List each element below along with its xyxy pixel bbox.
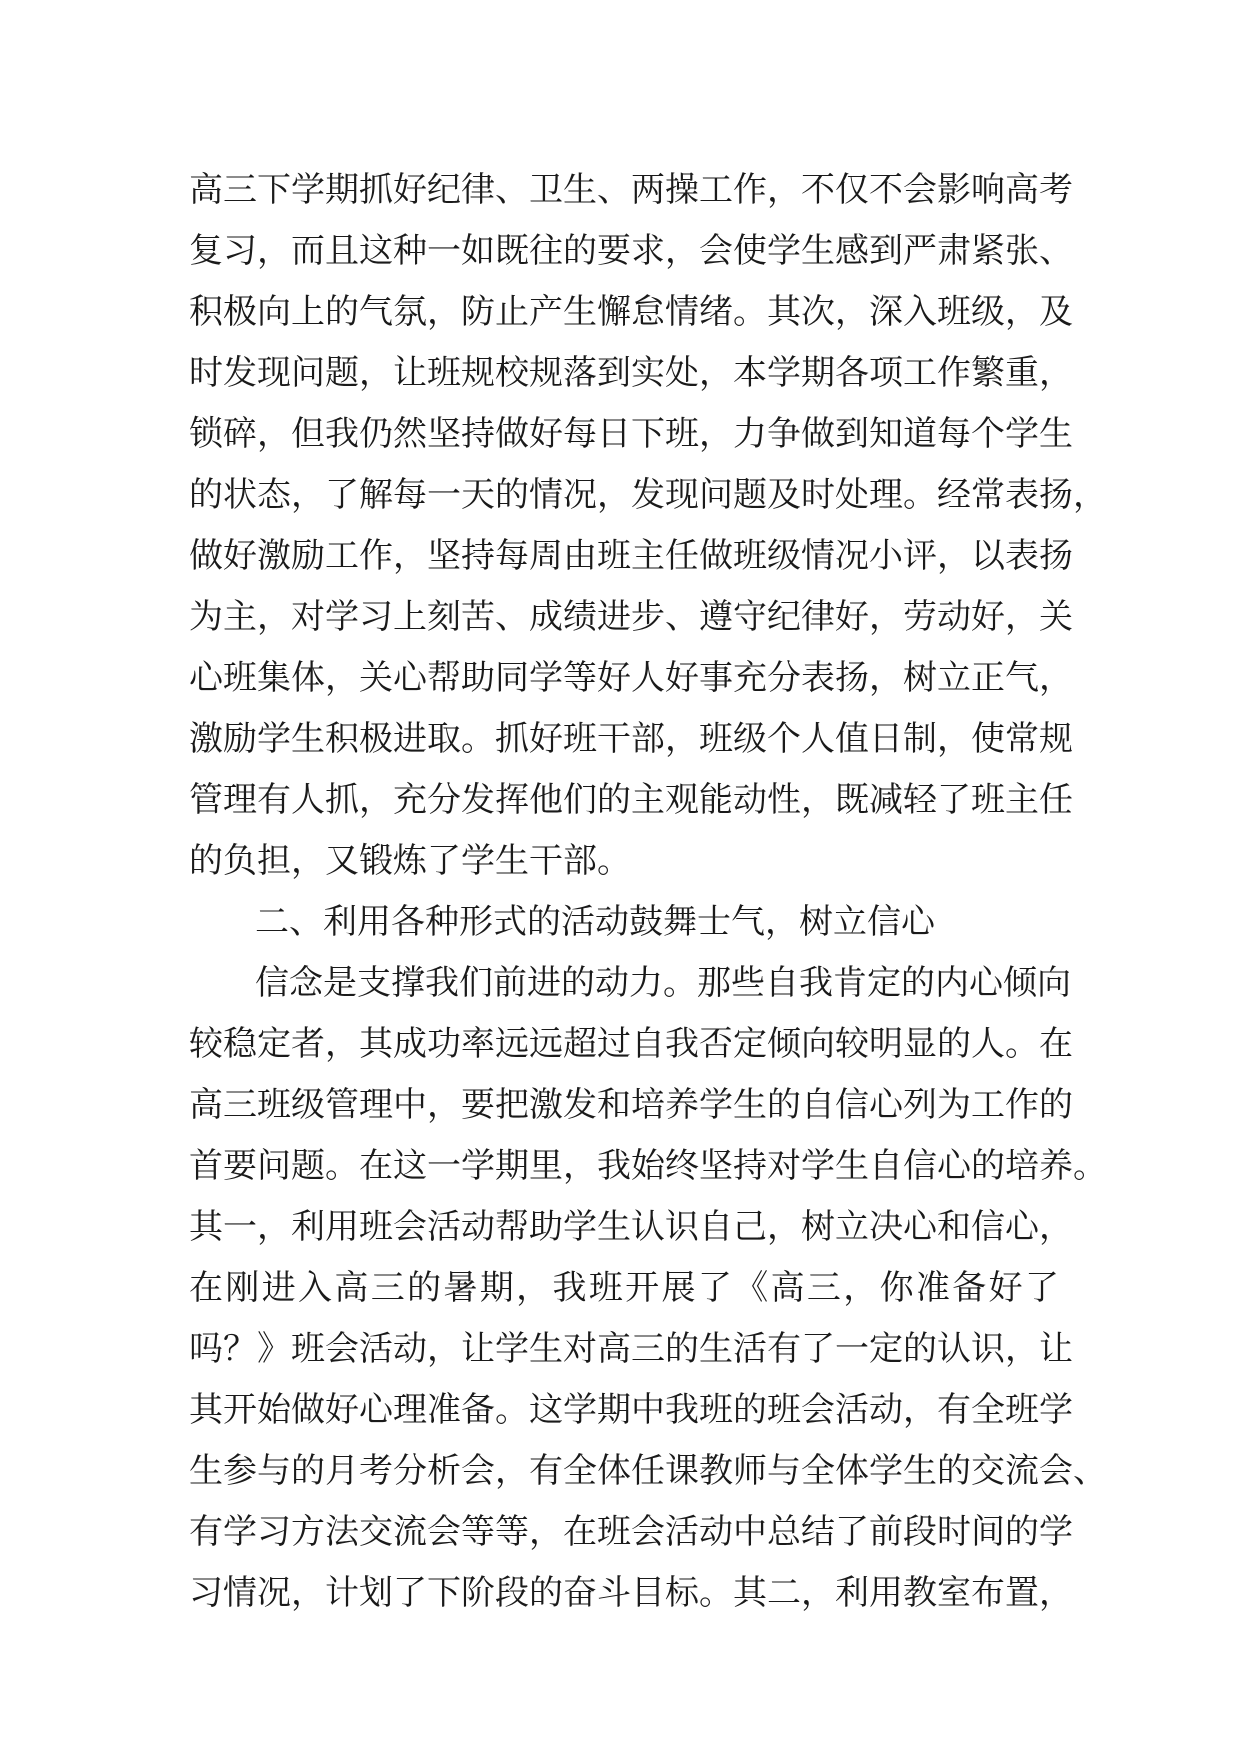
text-line: 锁碎，但我仍然坚持做好每日下班，力争做到知道每个学生 xyxy=(189,414,1073,454)
text-line: 其一，利用班会活动帮助学生认识自己，树立决心和信心， xyxy=(189,1207,1073,1247)
text-line: 积极向上的气氛，防止产生懈怠情绪。其次，深入班级，及 xyxy=(189,292,1073,332)
text-line: 有学习方法交流会等等，在班会活动中总结了前段时间的学 xyxy=(189,1512,1073,1552)
section-heading xyxy=(189,892,1059,953)
text-line: 激励学生积极进取。抓好班干部，班级个人值日制，使常规 xyxy=(189,719,1073,759)
text-line: 高三班级管理中，要把激发和培养学生的自信心列为工作的 xyxy=(189,1085,1073,1125)
text-line: 在刚进入高三的暑期，我班开展了《高三，你准备好了 xyxy=(189,1268,1059,1308)
text-line: 做好激励工作，坚持每周由班主任做班级情况小评，以表扬 xyxy=(189,536,1073,576)
text-line: 信念是支撑我们前进的动力。那些自我肯定的内心倾向 xyxy=(255,963,1071,1003)
paragraph xyxy=(189,953,1107,1624)
text-line: 生参与的月考分析会，有全体任课教师与全体学生的交流会、 xyxy=(189,1451,1107,1491)
text-line: 首要问题。在这一学期里，我始终坚持对学生自信心的培养。 xyxy=(189,1146,1107,1186)
paragraph xyxy=(189,160,1107,892)
text-line: 的负担，又锻炼了学生干部。 xyxy=(189,841,631,881)
text-line: 吗？》班会活动，让学生对高三的生活有了一定的认识，让 xyxy=(189,1329,1073,1369)
text-line: 习情况，计划了下阶段的奋斗目标。其二，利用教室布置， xyxy=(189,1573,1073,1613)
heading-text: 二、利用各种形式的活动鼓舞士气，树立信心 xyxy=(255,902,935,942)
text-line: 其开始做好心理准备。这学期中我班的班会活动，有全班学 xyxy=(189,1390,1073,1430)
text-line: 的状态，了解每一天的情况，发现问题及时处理。经常表扬， xyxy=(189,475,1107,515)
text-line: 较稳定者，其成功率远远超过自我否定倾向较明显的人。在 xyxy=(189,1024,1073,1064)
body-text xyxy=(189,160,1107,1624)
text-line: 为主，对学习上刻苦、成绩进步、遵守纪律好，劳动好，关 xyxy=(189,597,1073,637)
text-line: 高三下学期抓好纪律、卫生、两操工作，不仅不会影响高考 xyxy=(189,170,1073,210)
text-line: 时发现问题，让班规校规落到实处，本学期各项工作繁重， xyxy=(189,353,1073,393)
text-line: 管理有人抓，充分发挥他们的主观能动性，既减轻了班主任 xyxy=(189,780,1073,820)
text-line: 复习，而且这种一如既往的要求，会使学生感到严肃紧张、 xyxy=(189,231,1073,271)
text-line: 心班集体，关心帮助同学等好人好事充分表扬，树立正气， xyxy=(189,658,1073,698)
